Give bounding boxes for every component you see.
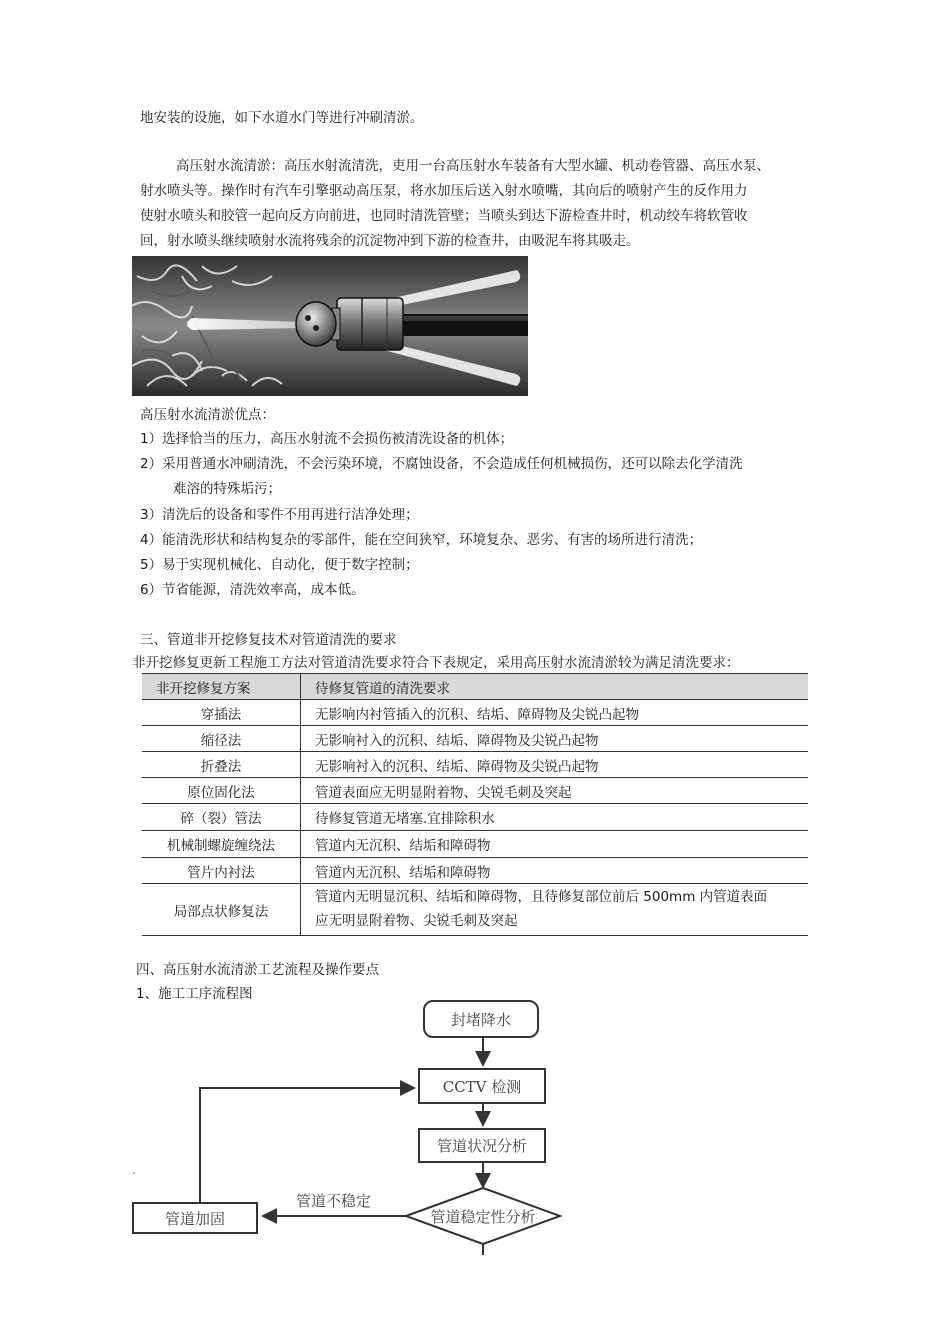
advantage-item: 4）能清洗形状和结构复杂的零部件，能在空间狭窄，环境复杂、恶劣、有害的场所进行清洗；: [140, 532, 703, 548]
requirement-line: 管道内无明显沉积、结垢和障碍物，且待修复部位前后 500mm 内管道表面: [315, 889, 768, 905]
table-cell-requirement: [300, 884, 808, 935]
paragraph-line: 射水喷头等。操作时有汽车引擎驱动高压泵，将水加压后送入射水喷嘴，其向后的喷射产生的反作用力: [140, 183, 748, 199]
advantage-item: 6）节省能源，清洗效率高，成本低。: [140, 582, 365, 598]
paragraph-line: 使射水喷头和胶管一起向反方向前进，也同时清洗管壁；当喷头到达下游检查井时，机动绞车将软管收: [140, 208, 748, 224]
intro-line: 地安装的设施，如下水道水门等进行冲刷清淤。: [140, 110, 424, 126]
table-row: [142, 804, 808, 831]
table-header-requirement: 待修复管道的清洗要求: [300, 674, 808, 699]
advantage-item: 3）清洗后的设备和零件不用再进行洁净处理；: [140, 507, 419, 523]
table-header-method: 非开挖修复方案: [156, 680, 251, 697]
table-cell-method: 缩径法: [200, 732, 242, 749]
table-row: [142, 700, 808, 726]
flow-node-cctv: CCTV 检测: [418, 1068, 546, 1104]
flow-node-condition-analysis: 管道状况分析: [418, 1128, 546, 1163]
table-cell-requirement: 待修复管道无堵塞.宜排除积水: [300, 804, 808, 830]
table-cell-requirement: 无影响内衬管插入的沉积、结垢、障碍物及尖锐凸起物: [300, 700, 808, 725]
flow-edge-label-unstable: 管道不稳定: [296, 1192, 372, 1210]
table-cell-requirement: 无影响衬入的沉积、结垢、障碍物及尖锐凸起物: [300, 752, 808, 777]
advantages-heading: 高压射水流清淤优点：: [140, 407, 275, 423]
advantage-item: 难溶的特殊垢污；: [173, 481, 281, 497]
advantage-item: 2）采用普通水冲刷清洗，不会污染环境，不腐蚀设备，不会造成任何机械损伤，还可以除去化学清洗: [140, 456, 743, 472]
table-row: [142, 778, 808, 804]
section4-heading: 四、高压射水流清淤工艺流程及操作要点: [136, 962, 379, 978]
paragraph-line: 高压射水流清淤：高压水射流清洗，吏用一台高压射水车装备有大型水罐、机动卷管器、高压水泵、: [176, 158, 770, 174]
table-row: [142, 858, 808, 884]
table-cell-method: 碎（裂）管法: [180, 811, 262, 827]
stray-dot: .: [132, 1163, 136, 1177]
table-cell-requirement: 管道表面应无明显附着物、尖锐毛刺及突起: [300, 778, 808, 803]
nozzle-illustration: [132, 256, 528, 396]
table-row: [142, 831, 808, 858]
table-header-row: [142, 673, 808, 700]
table-cell-requirement: 管道内无沉积、结垢和障碍物: [300, 858, 808, 883]
advantage-item: 5）易于实现机械化、自动化，便于数字控制；: [140, 557, 419, 573]
table-cell-method: 折叠法: [200, 758, 242, 775]
table-row: [142, 752, 808, 778]
table-cell-method: 局部点状修复法: [173, 903, 269, 920]
advantage-item: 1）选择恰当的压力，高压水射流不会损伤被清洗设备的机体；: [140, 431, 514, 447]
table-cell-requirement: 无影响衬入的沉积、结垢、障碍物及尖锐凸起物: [300, 726, 808, 751]
process-flowchart: [130, 995, 570, 1255]
cleaning-requirements-table: [142, 673, 808, 936]
table-cell-method: 穿插法: [200, 706, 242, 723]
table-cell-requirement: 管道内无沉积、结垢和障碍物: [300, 831, 808, 857]
nozzle-illustration-svg: [132, 256, 528, 396]
flow-node-stability-analysis: 管道稳定性分析: [430, 1207, 536, 1226]
section3-heading: 三、管道非开挖修复技术对管道清洗的要求: [140, 632, 397, 648]
table-cell-method: 机械制螺旋缠绕法: [167, 838, 275, 854]
section4-sub: 1、施工工序流程图: [136, 986, 253, 1002]
table-cell-method: 原位固化法: [187, 784, 255, 801]
flow-node-plug-dewater: 封堵降水: [423, 1000, 539, 1038]
flow-node-reinforcement: 管道加固: [132, 1202, 258, 1234]
table-row: [142, 884, 808, 936]
requirement-line: 应无明显附着物、尖锐毛刺及突起: [315, 913, 518, 929]
paragraph-line: 回，射水喷头继续喷射水流将残余的沉淀物冲到下游的检查井，由吸泥车将其吸走。: [140, 233, 640, 249]
table-row: [142, 726, 808, 752]
table-cell-method: 管片内衬法: [187, 864, 255, 881]
section3-intro: 非开挖修复更新工程施工方法对管道清洗要求符合下表规定，采用高压射水流清淤较为满足清洗要求：: [132, 655, 740, 671]
